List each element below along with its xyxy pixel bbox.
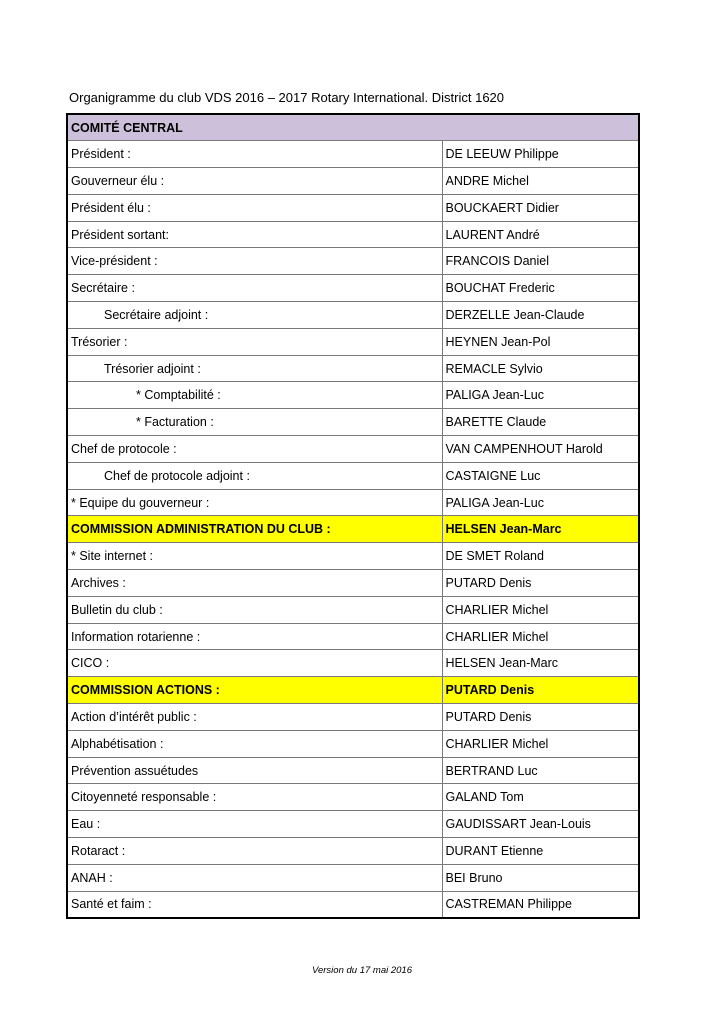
role-cell: Chef de protocole :: [67, 436, 442, 463]
role-cell: Rotaract :: [67, 838, 442, 865]
member-name-cell: BOUCKAERT Didier: [442, 194, 639, 221]
table-row: [67, 328, 639, 355]
role-cell: CICO :: [67, 650, 442, 677]
member-name-cell: PALIGA Jean-Luc: [442, 382, 639, 409]
member-name-cell: GAUDISSART Jean-Louis: [442, 811, 639, 838]
member-name-cell: BERTRAND Luc: [442, 757, 639, 784]
member-name-cell: CASTREMAN Philippe: [442, 891, 639, 918]
role-cell: Archives :: [67, 570, 442, 597]
version-footer: Version du 17 mai 2016: [312, 965, 412, 976]
role-cell: Secrétaire adjoint :: [67, 302, 442, 329]
role-cell: Gouverneur élu :: [67, 168, 442, 195]
member-name-cell: BOUCHAT Frederic: [442, 275, 639, 302]
table-row: [67, 864, 639, 891]
member-name-cell: ANDRE Michel: [442, 168, 639, 195]
role-cell: Information rotarienne :: [67, 623, 442, 650]
role-cell: Citoyenneté responsable :: [67, 784, 442, 811]
role-cell: Président :: [67, 141, 442, 168]
table-row: [67, 355, 639, 382]
role-cell: COMMISSION ACTIONS :: [67, 677, 442, 704]
role-cell: COMMISSION ADMINISTRATION DU CLUB :: [67, 516, 442, 543]
table-row: [67, 757, 639, 784]
role-cell: * Comptabilité :: [67, 382, 442, 409]
member-name-cell: HEYNEN Jean-Pol: [442, 328, 639, 355]
member-name-cell: PUTARD Denis: [442, 677, 639, 704]
member-name-cell: DE LEEUW Philippe: [442, 141, 639, 168]
commission-row: [67, 677, 639, 704]
role-cell: * Facturation :: [67, 409, 442, 436]
role-cell: Président sortant:: [67, 221, 442, 248]
section-header-comite-central: COMITÉ CENTRAL: [67, 114, 639, 141]
member-name-cell: LAURENT André: [442, 221, 639, 248]
table-row: [67, 650, 639, 677]
document-title: Organigramme du club VDS 2016 – 2017 Rotary International. District 1620: [69, 90, 505, 105]
table-row: [67, 194, 639, 221]
role-cell: Action d’intérêt public :: [67, 704, 442, 731]
table-row: [67, 811, 639, 838]
member-name-cell: DERZELLE Jean-Claude: [442, 302, 639, 329]
role-cell: Secrétaire :: [67, 275, 442, 302]
table-row: [67, 489, 639, 516]
role-cell: Bulletin du club :: [67, 596, 442, 623]
member-name-cell: VAN CAMPENHOUT Harold: [442, 436, 639, 463]
table-row: [67, 168, 639, 195]
role-cell: * Site internet :: [67, 543, 442, 570]
member-name-cell: DURANT Etienne: [442, 838, 639, 865]
member-name-cell: PALIGA Jean-Luc: [442, 489, 639, 516]
role-cell: Président élu :: [67, 194, 442, 221]
member-name-cell: PUTARD Denis: [442, 704, 639, 731]
member-name-cell: CHARLIER Michel: [442, 596, 639, 623]
role-cell: * Equipe du gouverneur :: [67, 489, 442, 516]
member-name-cell: DE SMET Roland: [442, 543, 639, 570]
member-name-cell: GALAND Tom: [442, 784, 639, 811]
table-row: [67, 462, 639, 489]
table-row: [67, 784, 639, 811]
role-cell: Eau :: [67, 811, 442, 838]
table-row: [67, 570, 639, 597]
role-cell: Chef de protocole adjoint :: [67, 462, 442, 489]
table-row: [67, 141, 639, 168]
table-row: [67, 838, 639, 865]
member-name-cell: BEI Bruno: [442, 864, 639, 891]
table-row: [67, 543, 639, 570]
member-name-cell: CASTAIGNE Luc: [442, 462, 639, 489]
table-row: [67, 302, 639, 329]
table-row: [67, 409, 639, 436]
table-row: [67, 623, 639, 650]
role-cell: Alphabétisation :: [67, 730, 442, 757]
member-name-cell: CHARLIER Michel: [442, 730, 639, 757]
member-name-cell: HELSEN Jean-Marc: [442, 650, 639, 677]
table-row: [67, 221, 639, 248]
member-name-cell: PUTARD Denis: [442, 570, 639, 597]
table-header-row: [67, 114, 639, 141]
member-name-cell: FRANCOIS Daniel: [442, 248, 639, 275]
table-row: [67, 730, 639, 757]
role-cell: ANAH :: [67, 864, 442, 891]
commission-row: [67, 516, 639, 543]
member-name-cell: REMACLE Sylvio: [442, 355, 639, 382]
role-cell: Santé et faim :: [67, 891, 442, 918]
table-row: [67, 704, 639, 731]
role-cell: Trésorier adjoint :: [67, 355, 442, 382]
member-name-cell: BARETTE Claude: [442, 409, 639, 436]
organigram-table-body: [67, 114, 639, 918]
role-cell: Prévention assuétudes: [67, 757, 442, 784]
table-row: [67, 382, 639, 409]
role-cell: Trésorier :: [67, 328, 442, 355]
organigram-table: [66, 113, 640, 919]
member-name-cell: CHARLIER Michel: [442, 623, 639, 650]
table-row: [67, 275, 639, 302]
table-row: [67, 436, 639, 463]
role-cell: Vice-président :: [67, 248, 442, 275]
table-row: [67, 891, 639, 918]
table-row: [67, 596, 639, 623]
member-name-cell: HELSEN Jean-Marc: [442, 516, 639, 543]
table-row: [67, 248, 639, 275]
